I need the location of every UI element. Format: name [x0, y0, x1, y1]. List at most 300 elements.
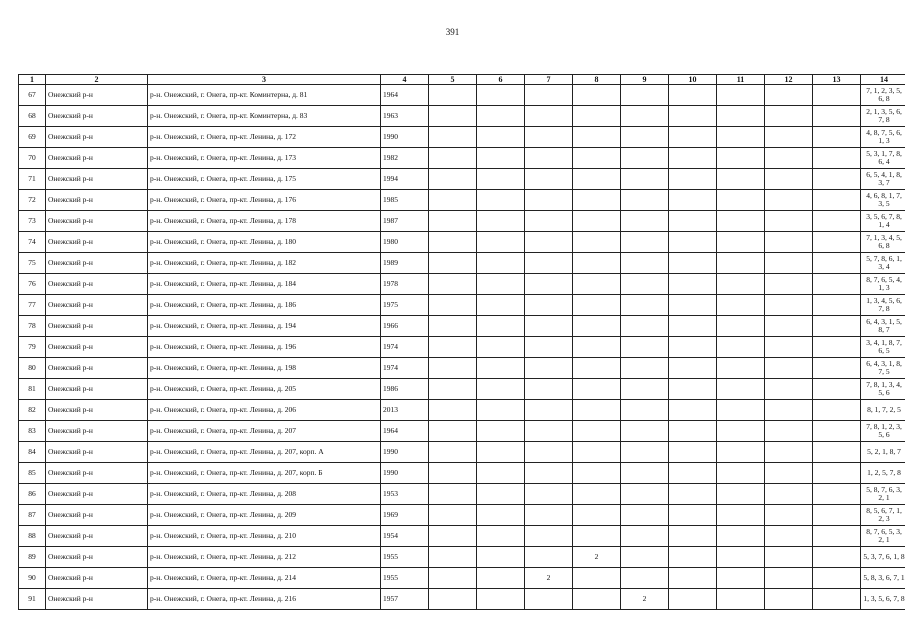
col13-cell — [813, 232, 861, 253]
col7-cell — [525, 127, 573, 148]
col10-cell — [669, 316, 717, 337]
year-cell: 1955 — [381, 547, 429, 568]
address-cell: р-н. Онежский, г. Онега, пр-кт. Ленина, д. 198 — [148, 358, 381, 379]
district-cell: Онежский р-н — [46, 337, 148, 358]
col7-cell — [525, 505, 573, 526]
col9-cell — [621, 358, 669, 379]
address-cell: р-н. Онежский, г. Онега, пр-кт. Ленина, д. 210 — [148, 526, 381, 547]
col7-cell — [525, 400, 573, 421]
col5-cell — [429, 484, 477, 505]
col11-cell — [717, 400, 765, 421]
row-number: 88 — [19, 526, 46, 547]
col11-cell — [717, 589, 765, 610]
codes-cell: 8, 7, 6, 5, 3, 2, 1 — [861, 526, 905, 547]
column-header-13: 13 — [813, 75, 861, 85]
page-number: 391 — [445, 27, 460, 37]
col12-cell — [765, 106, 813, 127]
col11-cell — [717, 358, 765, 379]
col7-cell — [525, 442, 573, 463]
col6-cell — [477, 505, 525, 526]
table-row — [19, 526, 905, 547]
row-number: 74 — [19, 232, 46, 253]
col13-cell — [813, 106, 861, 127]
year-cell: 1964 — [381, 421, 429, 442]
col10-cell — [669, 442, 717, 463]
col5-cell — [429, 526, 477, 547]
col13-cell — [813, 484, 861, 505]
year-cell: 1974 — [381, 337, 429, 358]
col5-cell — [429, 358, 477, 379]
col13-cell — [813, 169, 861, 190]
col6-cell — [477, 127, 525, 148]
col6-cell — [477, 232, 525, 253]
codes-cell: 2, 1, 3, 5, 6, 7, 8 — [861, 106, 905, 127]
col7-cell — [525, 547, 573, 568]
row-number: 71 — [19, 169, 46, 190]
codes-cell: 4, 8, 7, 5, 6, 1, 3 — [861, 127, 905, 148]
col6-cell — [477, 253, 525, 274]
row-number: 80 — [19, 358, 46, 379]
col7-cell — [525, 211, 573, 232]
year-cell: 1990 — [381, 463, 429, 484]
col7-cell — [525, 274, 573, 295]
row-number: 89 — [19, 547, 46, 568]
row-number: 69 — [19, 127, 46, 148]
col11-cell — [717, 547, 765, 568]
col9-cell — [621, 400, 669, 421]
codes-cell: 4, 6, 8, 1, 7, 3, 5 — [861, 190, 905, 211]
col8-cell — [573, 589, 621, 610]
col12-cell — [765, 442, 813, 463]
col11-cell — [717, 85, 765, 106]
col7-cell: 2 — [525, 568, 573, 589]
col10-cell — [669, 190, 717, 211]
address-cell: р-н. Онежский, г. Онега, пр-кт. Ленина, д. 196 — [148, 337, 381, 358]
col8-cell — [573, 316, 621, 337]
col9-cell — [621, 190, 669, 211]
col10-cell — [669, 253, 717, 274]
col7-cell — [525, 526, 573, 547]
col6-cell — [477, 106, 525, 127]
col8-cell — [573, 85, 621, 106]
district-cell: Онежский р-н — [46, 148, 148, 169]
address-cell: р-н. Онежский, г. Онега, пр-кт. Ленина, д. 214 — [148, 568, 381, 589]
col11-cell — [717, 295, 765, 316]
col8-cell — [573, 505, 621, 526]
col9-cell — [621, 421, 669, 442]
year-cell: 1985 — [381, 190, 429, 211]
col10-cell — [669, 421, 717, 442]
col10-cell — [669, 505, 717, 526]
column-header-9: 9 — [621, 75, 669, 85]
col6-cell — [477, 484, 525, 505]
col13-cell — [813, 505, 861, 526]
row-number: 82 — [19, 400, 46, 421]
col9-cell — [621, 253, 669, 274]
col12-cell — [765, 337, 813, 358]
col6-cell — [477, 568, 525, 589]
col12-cell — [765, 421, 813, 442]
table-row — [19, 442, 905, 463]
col5-cell — [429, 169, 477, 190]
row-number: 70 — [19, 148, 46, 169]
column-header-3: 3 — [148, 75, 381, 85]
col11-cell — [717, 379, 765, 400]
col13-cell — [813, 211, 861, 232]
col9-cell — [621, 463, 669, 484]
col5-cell — [429, 400, 477, 421]
table-row — [19, 274, 905, 295]
col12-cell — [765, 295, 813, 316]
year-cell: 1966 — [381, 316, 429, 337]
col9-cell — [621, 169, 669, 190]
table-row — [19, 505, 905, 526]
row-number: 86 — [19, 484, 46, 505]
col13-cell — [813, 463, 861, 484]
codes-cell: 6, 4, 3, 1, 8, 7, 5 — [861, 358, 905, 379]
col6-cell — [477, 295, 525, 316]
col11-cell — [717, 169, 765, 190]
codes-cell: 7, 1, 2, 3, 5, 6, 8 — [861, 85, 905, 106]
col9-cell — [621, 148, 669, 169]
col11-cell — [717, 232, 765, 253]
col12-cell — [765, 211, 813, 232]
codes-cell: 1, 2, 5, 7, 8 — [861, 463, 905, 484]
col7-cell — [525, 337, 573, 358]
col6-cell — [477, 211, 525, 232]
district-cell: Онежский р-н — [46, 526, 148, 547]
col13-cell — [813, 85, 861, 106]
col12-cell — [765, 169, 813, 190]
col6-cell — [477, 463, 525, 484]
col5-cell — [429, 442, 477, 463]
row-number: 67 — [19, 85, 46, 106]
district-cell: Онежский р-н — [46, 316, 148, 337]
col13-cell — [813, 379, 861, 400]
col5-cell — [429, 547, 477, 568]
col7-cell — [525, 421, 573, 442]
col13-cell — [813, 253, 861, 274]
col12-cell — [765, 316, 813, 337]
table-row — [19, 127, 905, 148]
row-number: 76 — [19, 274, 46, 295]
column-header-4: 4 — [381, 75, 429, 85]
col11-cell — [717, 274, 765, 295]
row-number: 75 — [19, 253, 46, 274]
col5-cell — [429, 211, 477, 232]
district-cell: Онежский р-н — [46, 421, 148, 442]
table-row — [19, 547, 905, 568]
col7-cell — [525, 295, 573, 316]
col12-cell — [765, 127, 813, 148]
col9-cell — [621, 547, 669, 568]
col5-cell — [429, 127, 477, 148]
col10-cell — [669, 463, 717, 484]
address-cell: р-н. Онежский, г. Онега, пр-кт. Ленина, д. 184 — [148, 274, 381, 295]
column-header-10: 10 — [669, 75, 717, 85]
codes-cell: 8, 7, 6, 5, 4, 1, 3 — [861, 274, 905, 295]
col8-cell — [573, 148, 621, 169]
col11-cell — [717, 568, 765, 589]
codes-cell: 5, 2, 1, 8, 7 — [861, 442, 905, 463]
year-cell: 2013 — [381, 400, 429, 421]
col11-cell — [717, 127, 765, 148]
col10-cell — [669, 526, 717, 547]
col10-cell — [669, 400, 717, 421]
col12-cell — [765, 484, 813, 505]
col5-cell — [429, 106, 477, 127]
col8-cell — [573, 253, 621, 274]
year-cell: 1980 — [381, 232, 429, 253]
col7-cell — [525, 253, 573, 274]
col9-cell — [621, 379, 669, 400]
col10-cell — [669, 547, 717, 568]
col13-cell — [813, 274, 861, 295]
table-row — [19, 358, 905, 379]
district-cell: Онежский р-н — [46, 190, 148, 211]
address-cell: р-н. Онежский, г. Онега, пр-кт. Ленина, д. 175 — [148, 169, 381, 190]
col7-cell — [525, 190, 573, 211]
row-number: 90 — [19, 568, 46, 589]
col6-cell — [477, 400, 525, 421]
col6-cell — [477, 547, 525, 568]
col11-cell — [717, 484, 765, 505]
col9-cell — [621, 274, 669, 295]
year-cell: 1982 — [381, 148, 429, 169]
col8-cell — [573, 358, 621, 379]
col10-cell — [669, 484, 717, 505]
year-cell: 1969 — [381, 505, 429, 526]
district-cell: Онежский р-н — [46, 106, 148, 127]
table-row — [19, 589, 905, 610]
district-cell: Онежский р-н — [46, 127, 148, 148]
district-cell: Онежский р-н — [46, 442, 148, 463]
col9-cell — [621, 211, 669, 232]
column-header-14: 14 — [861, 75, 905, 85]
district-cell: Онежский р-н — [46, 484, 148, 505]
col13-cell — [813, 400, 861, 421]
col9-cell — [621, 127, 669, 148]
table-row — [19, 316, 905, 337]
col11-cell — [717, 106, 765, 127]
col12-cell — [765, 526, 813, 547]
col7-cell — [525, 148, 573, 169]
col8-cell — [573, 127, 621, 148]
col13-cell — [813, 442, 861, 463]
table-row — [19, 463, 905, 484]
col13-cell — [813, 316, 861, 337]
col7-cell — [525, 484, 573, 505]
col6-cell — [477, 589, 525, 610]
column-header-2: 2 — [46, 75, 148, 85]
col7-cell — [525, 379, 573, 400]
col11-cell — [717, 190, 765, 211]
year-cell: 1975 — [381, 295, 429, 316]
col11-cell — [717, 526, 765, 547]
col6-cell — [477, 421, 525, 442]
col7-cell — [525, 316, 573, 337]
address-cell: р-н. Онежский, г. Онега, пр-кт. Ленина, д. 180 — [148, 232, 381, 253]
col9-cell — [621, 484, 669, 505]
table-row — [19, 400, 905, 421]
codes-cell: 5, 3, 1, 7, 8, 6, 4 — [861, 148, 905, 169]
col12-cell — [765, 568, 813, 589]
col12-cell — [765, 400, 813, 421]
codes-cell: 7, 1, 3, 4, 5, 6, 8 — [861, 232, 905, 253]
col12-cell — [765, 589, 813, 610]
col5-cell — [429, 421, 477, 442]
district-cell: Онежский р-н — [46, 169, 148, 190]
address-cell: р-н. Онежский, г. Онега, пр-кт. Ленина, д. 209 — [148, 505, 381, 526]
col12-cell — [765, 253, 813, 274]
district-cell: Онежский р-н — [46, 358, 148, 379]
col5-cell — [429, 148, 477, 169]
col10-cell — [669, 274, 717, 295]
district-cell: Онежский р-н — [46, 568, 148, 589]
address-cell: р-н. Онежский, г. Онега, пр-кт. Ленина, д. 212 — [148, 547, 381, 568]
col9-cell — [621, 568, 669, 589]
address-cell: р-н. Онежский, г. Онега, пр-кт. Ленина, д. 186 — [148, 295, 381, 316]
col5-cell — [429, 190, 477, 211]
address-cell: р-н. Онежский, г. Онега, пр-кт. Ленина, д. 216 — [148, 589, 381, 610]
table-row — [19, 232, 905, 253]
col8-cell — [573, 442, 621, 463]
codes-cell: 7, 8, 1, 2, 3, 5, 6 — [861, 421, 905, 442]
col10-cell — [669, 127, 717, 148]
table-row — [19, 169, 905, 190]
col7-cell — [525, 85, 573, 106]
address-cell: р-н. Онежский, г. Онега, пр-кт. Ленина, д. 173 — [148, 148, 381, 169]
col5-cell — [429, 463, 477, 484]
year-cell: 1954 — [381, 526, 429, 547]
address-cell: р-н. Онежский, г. Онега, пр-кт. Ленина, д. 182 — [148, 253, 381, 274]
col7-cell — [525, 358, 573, 379]
district-cell: Онежский р-н — [46, 505, 148, 526]
col8-cell — [573, 337, 621, 358]
column-header-8: 8 — [573, 75, 621, 85]
col8-cell — [573, 169, 621, 190]
col5-cell — [429, 505, 477, 526]
col12-cell — [765, 85, 813, 106]
district-cell: Онежский р-н — [46, 400, 148, 421]
col9-cell — [621, 106, 669, 127]
table-body — [19, 85, 905, 610]
year-cell: 1989 — [381, 253, 429, 274]
address-cell: р-н. Онежский, г. Онега, пр-кт. Коминтерна, д. 83 — [148, 106, 381, 127]
col8-cell — [573, 463, 621, 484]
col13-cell — [813, 526, 861, 547]
col13-cell — [813, 589, 861, 610]
address-cell: р-н. Онежский, г. Онега, пр-кт. Ленина, д. 207 — [148, 421, 381, 442]
row-number: 73 — [19, 211, 46, 232]
address-cell: р-н. Онежский, г. Онега, пр-кт. Ленина, д. 178 — [148, 211, 381, 232]
district-cell: Онежский р-н — [46, 589, 148, 610]
row-number: 85 — [19, 463, 46, 484]
col10-cell — [669, 568, 717, 589]
table-row — [19, 379, 905, 400]
col13-cell — [813, 295, 861, 316]
col6-cell — [477, 148, 525, 169]
col6-cell — [477, 190, 525, 211]
address-cell: р-н. Онежский, г. Онега, пр-кт. Ленина, д. 207, корп. Б — [148, 463, 381, 484]
table-row — [19, 190, 905, 211]
year-cell: 1978 — [381, 274, 429, 295]
address-cell: р-н. Онежский, г. Онега, пр-кт. Ленина, д. 206 — [148, 400, 381, 421]
year-cell: 1955 — [381, 568, 429, 589]
col7-cell — [525, 232, 573, 253]
col10-cell — [669, 169, 717, 190]
col11-cell — [717, 421, 765, 442]
col8-cell — [573, 484, 621, 505]
col9-cell — [621, 337, 669, 358]
table-row — [19, 106, 905, 127]
row-number: 83 — [19, 421, 46, 442]
column-header-11: 11 — [717, 75, 765, 85]
col13-cell — [813, 190, 861, 211]
codes-cell: 8, 1, 7, 2, 5 — [861, 400, 905, 421]
year-cell: 1987 — [381, 211, 429, 232]
table-row — [19, 568, 905, 589]
col10-cell — [669, 337, 717, 358]
col5-cell — [429, 379, 477, 400]
col12-cell — [765, 463, 813, 484]
table-row — [19, 337, 905, 358]
col10-cell — [669, 358, 717, 379]
table-row — [19, 253, 905, 274]
table-row — [19, 211, 905, 232]
col13-cell — [813, 148, 861, 169]
col10-cell — [669, 379, 717, 400]
address-cell: р-н. Онежский, г. Онега, пр-кт. Ленина, д. 205 — [148, 379, 381, 400]
col11-cell — [717, 253, 765, 274]
column-header-12: 12 — [765, 75, 813, 85]
address-cell: р-н. Онежский, г. Онега, пр-кт. Ленина, д. 194 — [148, 316, 381, 337]
table-row — [19, 295, 905, 316]
row-number: 79 — [19, 337, 46, 358]
col8-cell: 2 — [573, 547, 621, 568]
col6-cell — [477, 379, 525, 400]
column-header-5: 5 — [429, 75, 477, 85]
col12-cell — [765, 274, 813, 295]
col13-cell — [813, 127, 861, 148]
housing-register-table — [18, 74, 905, 610]
district-cell: Онежский р-н — [46, 253, 148, 274]
col10-cell — [669, 106, 717, 127]
col12-cell — [765, 505, 813, 526]
column-header-7: 7 — [525, 75, 573, 85]
address-cell: р-н. Онежский, г. Онега, пр-кт. Ленина, д. 172 — [148, 127, 381, 148]
col6-cell — [477, 274, 525, 295]
address-cell: р-н. Онежский, г. Онега, пр-кт. Коминтерна, д. 81 — [148, 85, 381, 106]
col10-cell — [669, 85, 717, 106]
col8-cell — [573, 274, 621, 295]
row-number: 72 — [19, 190, 46, 211]
codes-cell: 5, 8, 3, 6, 7, 1 — [861, 568, 905, 589]
table-row — [19, 421, 905, 442]
codes-cell: 1, 3, 5, 6, 7, 8 — [861, 589, 905, 610]
col12-cell — [765, 148, 813, 169]
col11-cell — [717, 442, 765, 463]
col9-cell — [621, 526, 669, 547]
col10-cell — [669, 232, 717, 253]
row-number: 84 — [19, 442, 46, 463]
col11-cell — [717, 148, 765, 169]
col11-cell — [717, 463, 765, 484]
col5-cell — [429, 253, 477, 274]
col6-cell — [477, 85, 525, 106]
codes-cell: 6, 5, 4, 1, 8, 3, 7 — [861, 169, 905, 190]
col9-cell — [621, 232, 669, 253]
